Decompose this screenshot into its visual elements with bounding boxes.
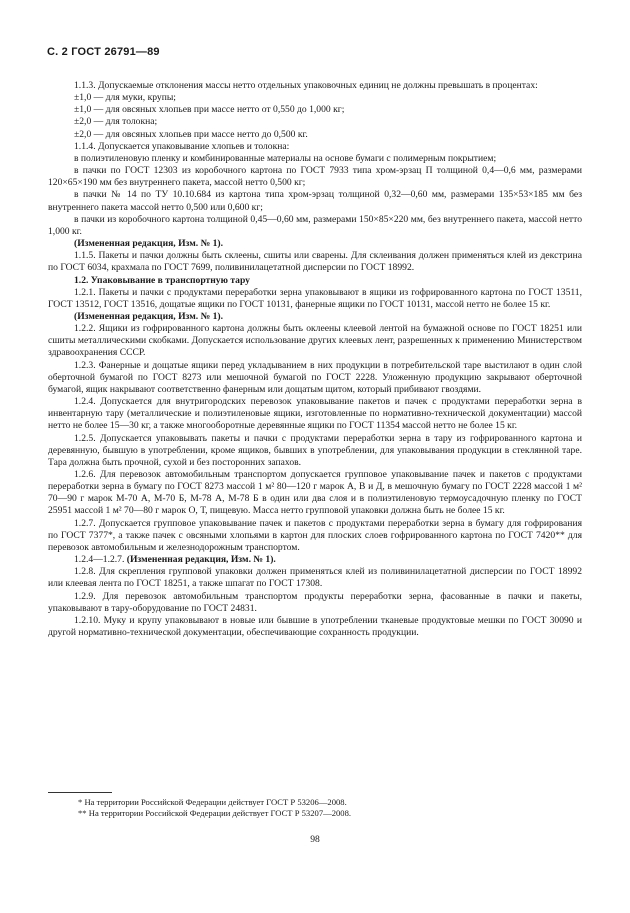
bold-paragraph: (Измененная редакция, Изм. № 1). xyxy=(74,238,224,250)
paragraph-ref-note: (Измененная редакция, Изм. № 1). xyxy=(126,554,276,566)
footnote-1: * На территории Российской Федерации действует ГОСТ Р 53206—2008. xyxy=(78,797,347,807)
bold-paragraph: 1.2. Упаковывание в транспортную тару xyxy=(74,274,250,286)
paragraph: в пачки из коробочного картона толщиной 0,45—0,60 мм, размерами 150×85×220 мм, без внутреннего пакета, массой нетто 1,000 кг. xyxy=(48,213,582,237)
paragraph: 1.2.1. Пакеты и пачки с продуктами переработки зерна упаковывают в ящики из гофрированного картона по ГОСТ 13511, ГОСТ 13512, ГОСТ 13516, дощатые ящики по ГОСТ 10131, фанерные ящики по ГОСТ 10131, массой нетто не более 15 кг. xyxy=(48,286,582,310)
paragraph: 1.2.8. Для скрепления групповой упаковки должен применяться клей из поливинилацетатной дисперсии по ГОСТ 18992 или клеевая лента по ГОСТ 18251, а также шпагат по ГОСТ 17308. xyxy=(48,566,582,590)
paragraph: 1.2.3. Фанерные и дощатые ящики перед укладыванием в них продукции в потребительской таре выстилают в один слой оберточной бумагой по ГОСТ 8273 или мешочной бумагой по ГОСТ 2228. Уложенную продукцию закрывают оберточной бумагой, ящик накрывают соответственно фанерным или дощатым щитом, который прибивают гвоздями. xyxy=(48,359,582,395)
paragraph: 1.1.4. Допускается упаковывание хлопьев и толокна: xyxy=(74,140,290,152)
paragraph: 1.2.5. Допускается упаковывать пакеты и пачки с продуктами переработки зерна в тару из гофрированного картона и деревянную, бывшую в употреблении, кроме ящиков, бывших в употреблении, для упаковывания продукции в стеклянной таре. Тара должна быть прочной, сухой и без посторонних запахов. xyxy=(48,432,582,468)
paragraph: 1.2.6. Для перевозок автомобильным транспортом допускается групповое упаковывание пачек и пакетов с продуктами переработки зерна в бумагу по ГОСТ 8273 массой 1 м² 80—120 г марок А, В и Д, в мешочную бумагу по ГОСТ 2228 массой 1 м² 70—90 г марок М-70 А, М-70 Б, М-78 А, М-78 Б в один или два слоя и в полиэтиленовую термоусадочную пленку по ГОСТ 25951 массой 1 м² 70—80 г марок О, Т, пищевую. Масса нетто групповой упаковки должна быть не более 15 кг. xyxy=(48,469,582,517)
page-number: 98 xyxy=(310,834,320,845)
footnote-divider xyxy=(48,792,112,793)
paragraph: 1.2.10. Муку и крупу упаковывают в новые или бывшие в употреблении тканевые продуктовые мешки по ГОСТ 30090 и другой нормативно-технической документации, обеспечивающие сохранность продукции. xyxy=(48,614,582,639)
paragraph xyxy=(48,554,582,566)
paragraph: 1.2.4. Допускается для внутригородских перевозок упаковывание пакетов и пачек с продуктами переработки зерна в инвентарную тару (металлические и полиэтиленовые ящики, изготовленные по нормативно-технической документации) массой нетто не более 15—30 кг, а также многооборотные деревянные ящики по ГОСТ 11354 массой нетто не более 15 кг. xyxy=(48,396,582,432)
page-header: С. 2 ГОСТ 26791—89 xyxy=(47,46,160,58)
paragraph: 1.2.7. Допускается групповое упаковывание пачек и пакетов с продуктами переработки зерна в бумагу для гофрирования по ГОСТ 7377*, а также пачек с овсяными хлопьями в картон для плоских слоев гофрированного картона по ГОСТ 7420** для перевозок автомобильным и железнодорожным транспортом. xyxy=(48,517,582,553)
paragraph: ±1,0 — для муки, крупы; xyxy=(74,92,176,104)
paragraph: в пачки № 14 по ТУ 10.10.684 из картона типа хром-эрзац толщиной 0,32—0,60 мм, размерами 135×53×185 мм без внутреннего пакета массой нетто 0,500 или 0,600 кг; xyxy=(48,189,582,213)
document-body xyxy=(48,80,582,639)
paragraph: ±1,0 — для овсяных хлопьев при массе нетто от 0,550 до 1,000 кг; xyxy=(74,104,345,116)
paragraph: ±2,0 — для овсяных хлопьев при массе нетто до 0,500 кг. xyxy=(74,128,308,140)
paragraph: ±2,0 — для толокна; xyxy=(74,116,158,128)
paragraph: 1.1.3. Допускаемые отклонения массы нетто отдельных упаковочных единиц не должны превышать в процентах: xyxy=(74,80,538,91)
footnotes xyxy=(48,797,582,819)
paragraph: 1.2.2. Ящики из гофрированного картона должны быть оклеены клеевой лентой на бумажной основе по ГОСТ 18251 или сшиты металлическими скобками. Допускается использование других клеевых лент, разрешенных к применению Министерством здравоохранения СССР. xyxy=(48,323,582,359)
paragraph: в пачки по ГОСТ 12303 из коробочного картона по ГОСТ 7933 типа хром-эрзац П толщиной 0,4—0,6 мм, размерами 120×65×190 мм без внутреннего пакета, массой нетто 0,500 кг; xyxy=(48,165,582,189)
paragraph-ref: 1.2.4—1.2.7. xyxy=(74,554,127,566)
paragraph: 1.2.9. Для перевозок автомобильным транспортом продукты переработки зерна, фасованные в пачки и пакеты, упаковывают в тару-оборудование по ГОСТ 24831. xyxy=(48,590,582,614)
paragraph: 1.1.5. Пакеты и пачки должны быть склеены, сшиты или сварены. Для склеивания должен применяться клей из декстрина по ГОСТ 6034, крахмала по ГОСТ 7699, поливинилацетатной дисперсии по ГОСТ 18992. xyxy=(48,250,582,274)
bold-paragraph: (Измененная редакция, Изм. № 1). xyxy=(74,310,224,322)
footnote-2: ** На территории Российской Федерации действует ГОСТ Р 53207—2008. xyxy=(78,808,352,819)
paragraph: в полиэтиленовую пленку и комбинированные материалы на основе бумаги с полимерным покрытием; xyxy=(74,152,497,164)
